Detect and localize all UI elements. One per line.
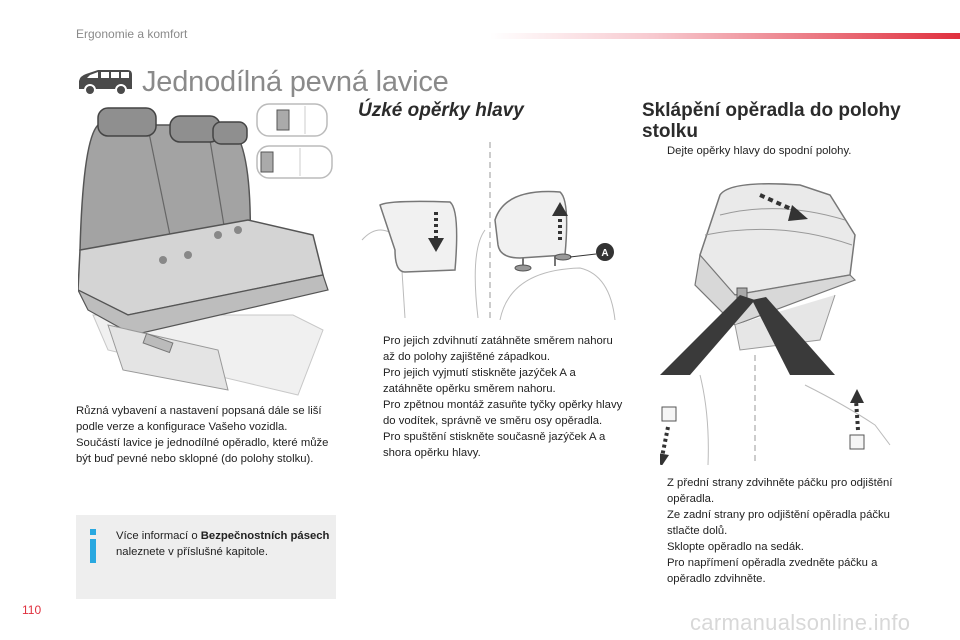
bullet-text: Ze zadní strany pro odjištění opěradla páčku stlačte dolů. — [667, 509, 890, 537]
list-item — [644, 475, 894, 507]
bullet-text: Z přední strany zdvihněte páčku pro odjištění opěradla. — [667, 477, 893, 505]
list-item — [644, 555, 894, 587]
info-box — [76, 515, 336, 599]
list-item — [360, 333, 625, 365]
bullet-text: Dejte opěrky hlavy do spodní polohy. — [667, 145, 852, 157]
headrest-bullets — [360, 333, 625, 461]
list-item — [360, 429, 625, 461]
bullet-text: Pro spuštění stiskněte současně jazýček A a shora opěrku hlavy. — [383, 431, 606, 459]
table-position-heading: Sklápění opěradla do polohy stolku — [642, 100, 901, 142]
bullet-text: Pro napřímení opěradla zvedněte páčku a opěradlo zdvihněte. — [667, 557, 878, 585]
table-position-bullets-top — [644, 143, 894, 159]
title-row — [76, 62, 449, 102]
list-item — [644, 539, 894, 555]
list-item — [644, 143, 894, 159]
header-section-title: Ergonomie a komfort — [76, 27, 188, 41]
header-rule — [490, 33, 960, 39]
list-item — [360, 365, 625, 397]
bullet-text: Pro jejich vyjmutí stiskněte jazýček A a zatáhněte opěrku směrem nahoru. — [383, 367, 576, 395]
list-item — [644, 507, 894, 539]
intro-paragraph: Různá vybavení a nastavení popsaná dále se liší podle verze a konfigurace Vašeho vozidla. Součástí lavice je jednodílné opěradlo, které může být buď pevné nebo sklopné (do polohy stolku). — [76, 405, 329, 465]
list-item — [360, 397, 625, 429]
info-icon — [86, 529, 100, 565]
bullet-text: Sklopte opěradlo na sedák. — [667, 541, 804, 553]
info-text — [116, 528, 331, 560]
bullet-text: Pro zpětnou montáž zasuňte tyčky opěrky hlavy do vodítek, správně ve směru osy opěradla. — [383, 399, 623, 427]
info-prefix: Více informací o — [116, 530, 201, 542]
van-icon — [76, 67, 134, 97]
seat-layout-icons — [255, 102, 340, 182]
bullet-text: Pro jejich zdvihnutí zatáhněte směrem nahoru až do polohy zajištěné západkou. — [383, 335, 613, 363]
page-number: 110 — [22, 603, 42, 617]
label-a: A — [601, 248, 609, 259]
headrest-heading: Úzké opěrky hlavy — [358, 100, 524, 121]
headrest-illustration — [360, 140, 620, 320]
folded-backrest-illustration — [660, 175, 900, 465]
page-title: Jednodílná pevná lavice — [142, 65, 449, 98]
watermark: carmanualsonline.info — [690, 610, 911, 635]
info-suffix: naleznete v příslušné kapitole. — [116, 546, 268, 558]
info-bold-term: Bezpečnostních pásech — [200, 530, 330, 542]
table-position-bullets-bottom — [644, 475, 894, 587]
